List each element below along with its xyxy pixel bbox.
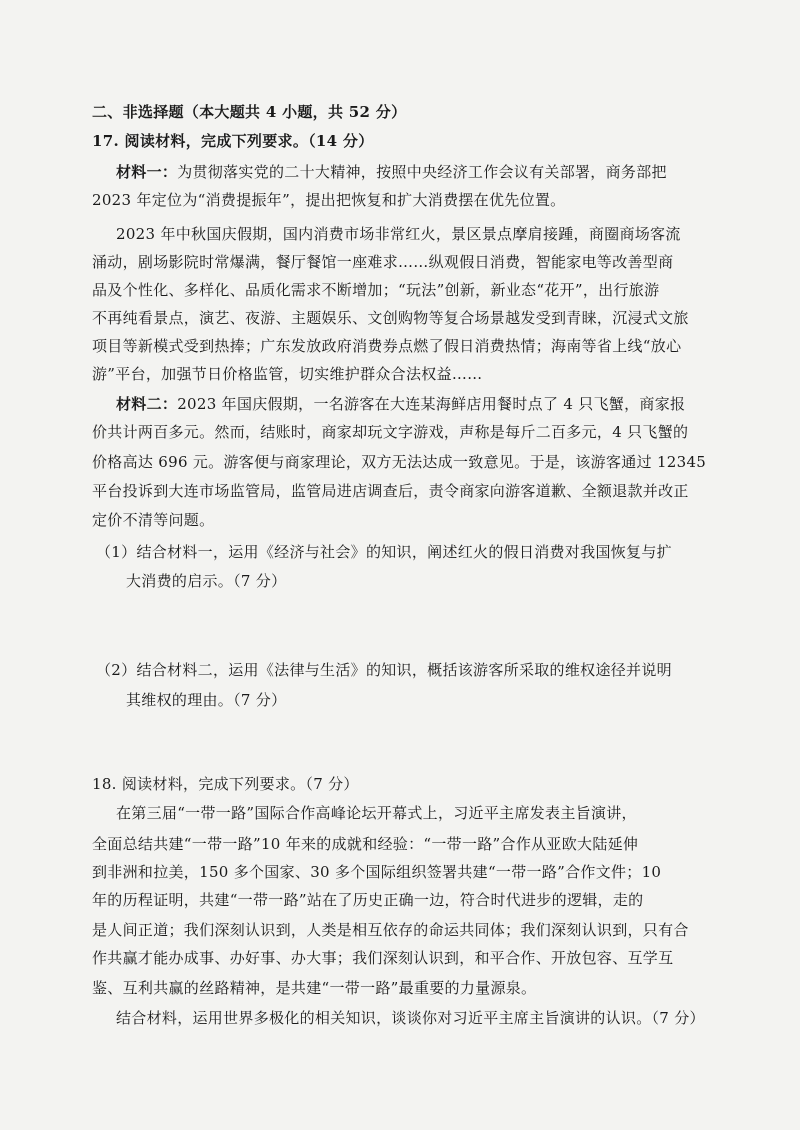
q18-material-line: 年的历程证明，共建“一带一路”站在了历史正确一边，符合时代进步的逻辑，走的: [92, 891, 644, 909]
q18-material-line: 到非洲和拉美，150 多个国家、30 多个国际组织签署共建“一带一路”合作文件；10: [92, 863, 662, 881]
q17-material1-line: 游”平台，加强节日价格监管，切实维护群众合法权益……: [92, 365, 483, 383]
q17-material1-line: 2023 年定位为“消费提振年”，提出把恢复和扩大消费摆在优先位置。: [92, 191, 566, 209]
q17-material1-line: 项目等新模式受到热捧；广东发放政府消费券点燃了假日消费热情；海南等省上线“放心: [92, 337, 682, 355]
q17-material2-line: 价格高达 696 元。游客便与商家理论，双方无法达成一致意见。于是，该游客通过 12345: [92, 453, 707, 471]
q17-material1-label: 材料一：: [116, 163, 178, 181]
q17-material1-line: 材料一：为贯彻落实党的二十大精神，按照中央经济工作会议有关部署，商务部把: [116, 163, 667, 181]
q18-material-line: 作共赢才能办成事、办好事、办大事；我们深刻认识到，和平合作、开放包容、互学互: [92, 949, 674, 967]
q17-material2-line: 定价不清等问题。: [92, 511, 215, 529]
section-heading: 二、非选择题（本大题共 4 小题，共 52 分）: [92, 103, 407, 121]
q17-material1-line: 品及个性化、多样化、品质化需求不断增加；“玩法”创新，新业态“花开”，出行旅游: [92, 281, 660, 299]
q18-material-line: 是人间正道；我们深刻认识到，人类是相互依存的命运共同体；我们深刻认识到，只有合: [92, 921, 689, 939]
q17-material2-line: 平台投诉到大连市场监管局，监管局进店调查后，责令商家向游客道歉、全额退款并改正: [92, 482, 689, 500]
q17-material2-line: 价共计两百多元。然而，结账时，商家却玩文字游戏，声称是每斤二百多元，4 只飞蟹的: [92, 423, 689, 441]
q17-material1-line: 涌动，剧场影院时常爆满，餐厅餐馆一座难求……纵观假日消费，智能家电等改善型商: [92, 253, 674, 271]
q17-sub2-line: 其维权的理由。（7 分）: [126, 691, 287, 709]
q17-material2-label: 材料二：: [116, 395, 178, 413]
q18-material-line: 鉴、互利共赢的丝路精神，是共建“一带一路”最重要的力量源泉。: [92, 979, 537, 997]
q18-material-line: 在第三届“一带一路”国际合作高峰论坛开幕式上，习近平主席发表主旨演讲，: [116, 804, 637, 822]
q17-material1-line: 2023 年中秋国庆假期，国内消费市场非常红火，景区景点摩肩接踵，商圈商场客流: [116, 225, 681, 243]
q17-material2-line: 材料二：2023 年国庆假期，一名游客在大连某海鲜店用餐时点了 4 只飞蟹，商家报: [116, 395, 686, 413]
q18-material-line: 全面总结共建“一带一路”10 年来的成就和经验：“一带一路”合作从亚欧大陆延伸: [92, 835, 639, 853]
q18-stem: 18. 阅读材料，完成下列要求。（7 分）: [92, 775, 359, 793]
q17-stem: 17. 阅读材料，完成下列要求。（14 分）: [92, 132, 374, 150]
q17-sub1-line: 大消费的启示。（7 分）: [126, 572, 287, 590]
q17-material1-line: 不再纯看景点，演艺、夜游、主题娱乐、文创购物等复合场景越发受到青睐，沉浸式文旅: [92, 309, 689, 327]
q18-question: 结合材料，运用世界多极化的相关知识，谈谈你对习近平主席主旨演讲的认识。（7 分）: [116, 1009, 705, 1027]
q17-sub2-line: （2）结合材料二，运用《法律与生活》的知识，概括该游客所采取的维权途径并说明: [96, 661, 672, 679]
q17-sub1-line: （1）结合材料一，运用《经济与社会》的知识，阐述红火的假日消费对我国恢复与扩: [96, 543, 672, 561]
